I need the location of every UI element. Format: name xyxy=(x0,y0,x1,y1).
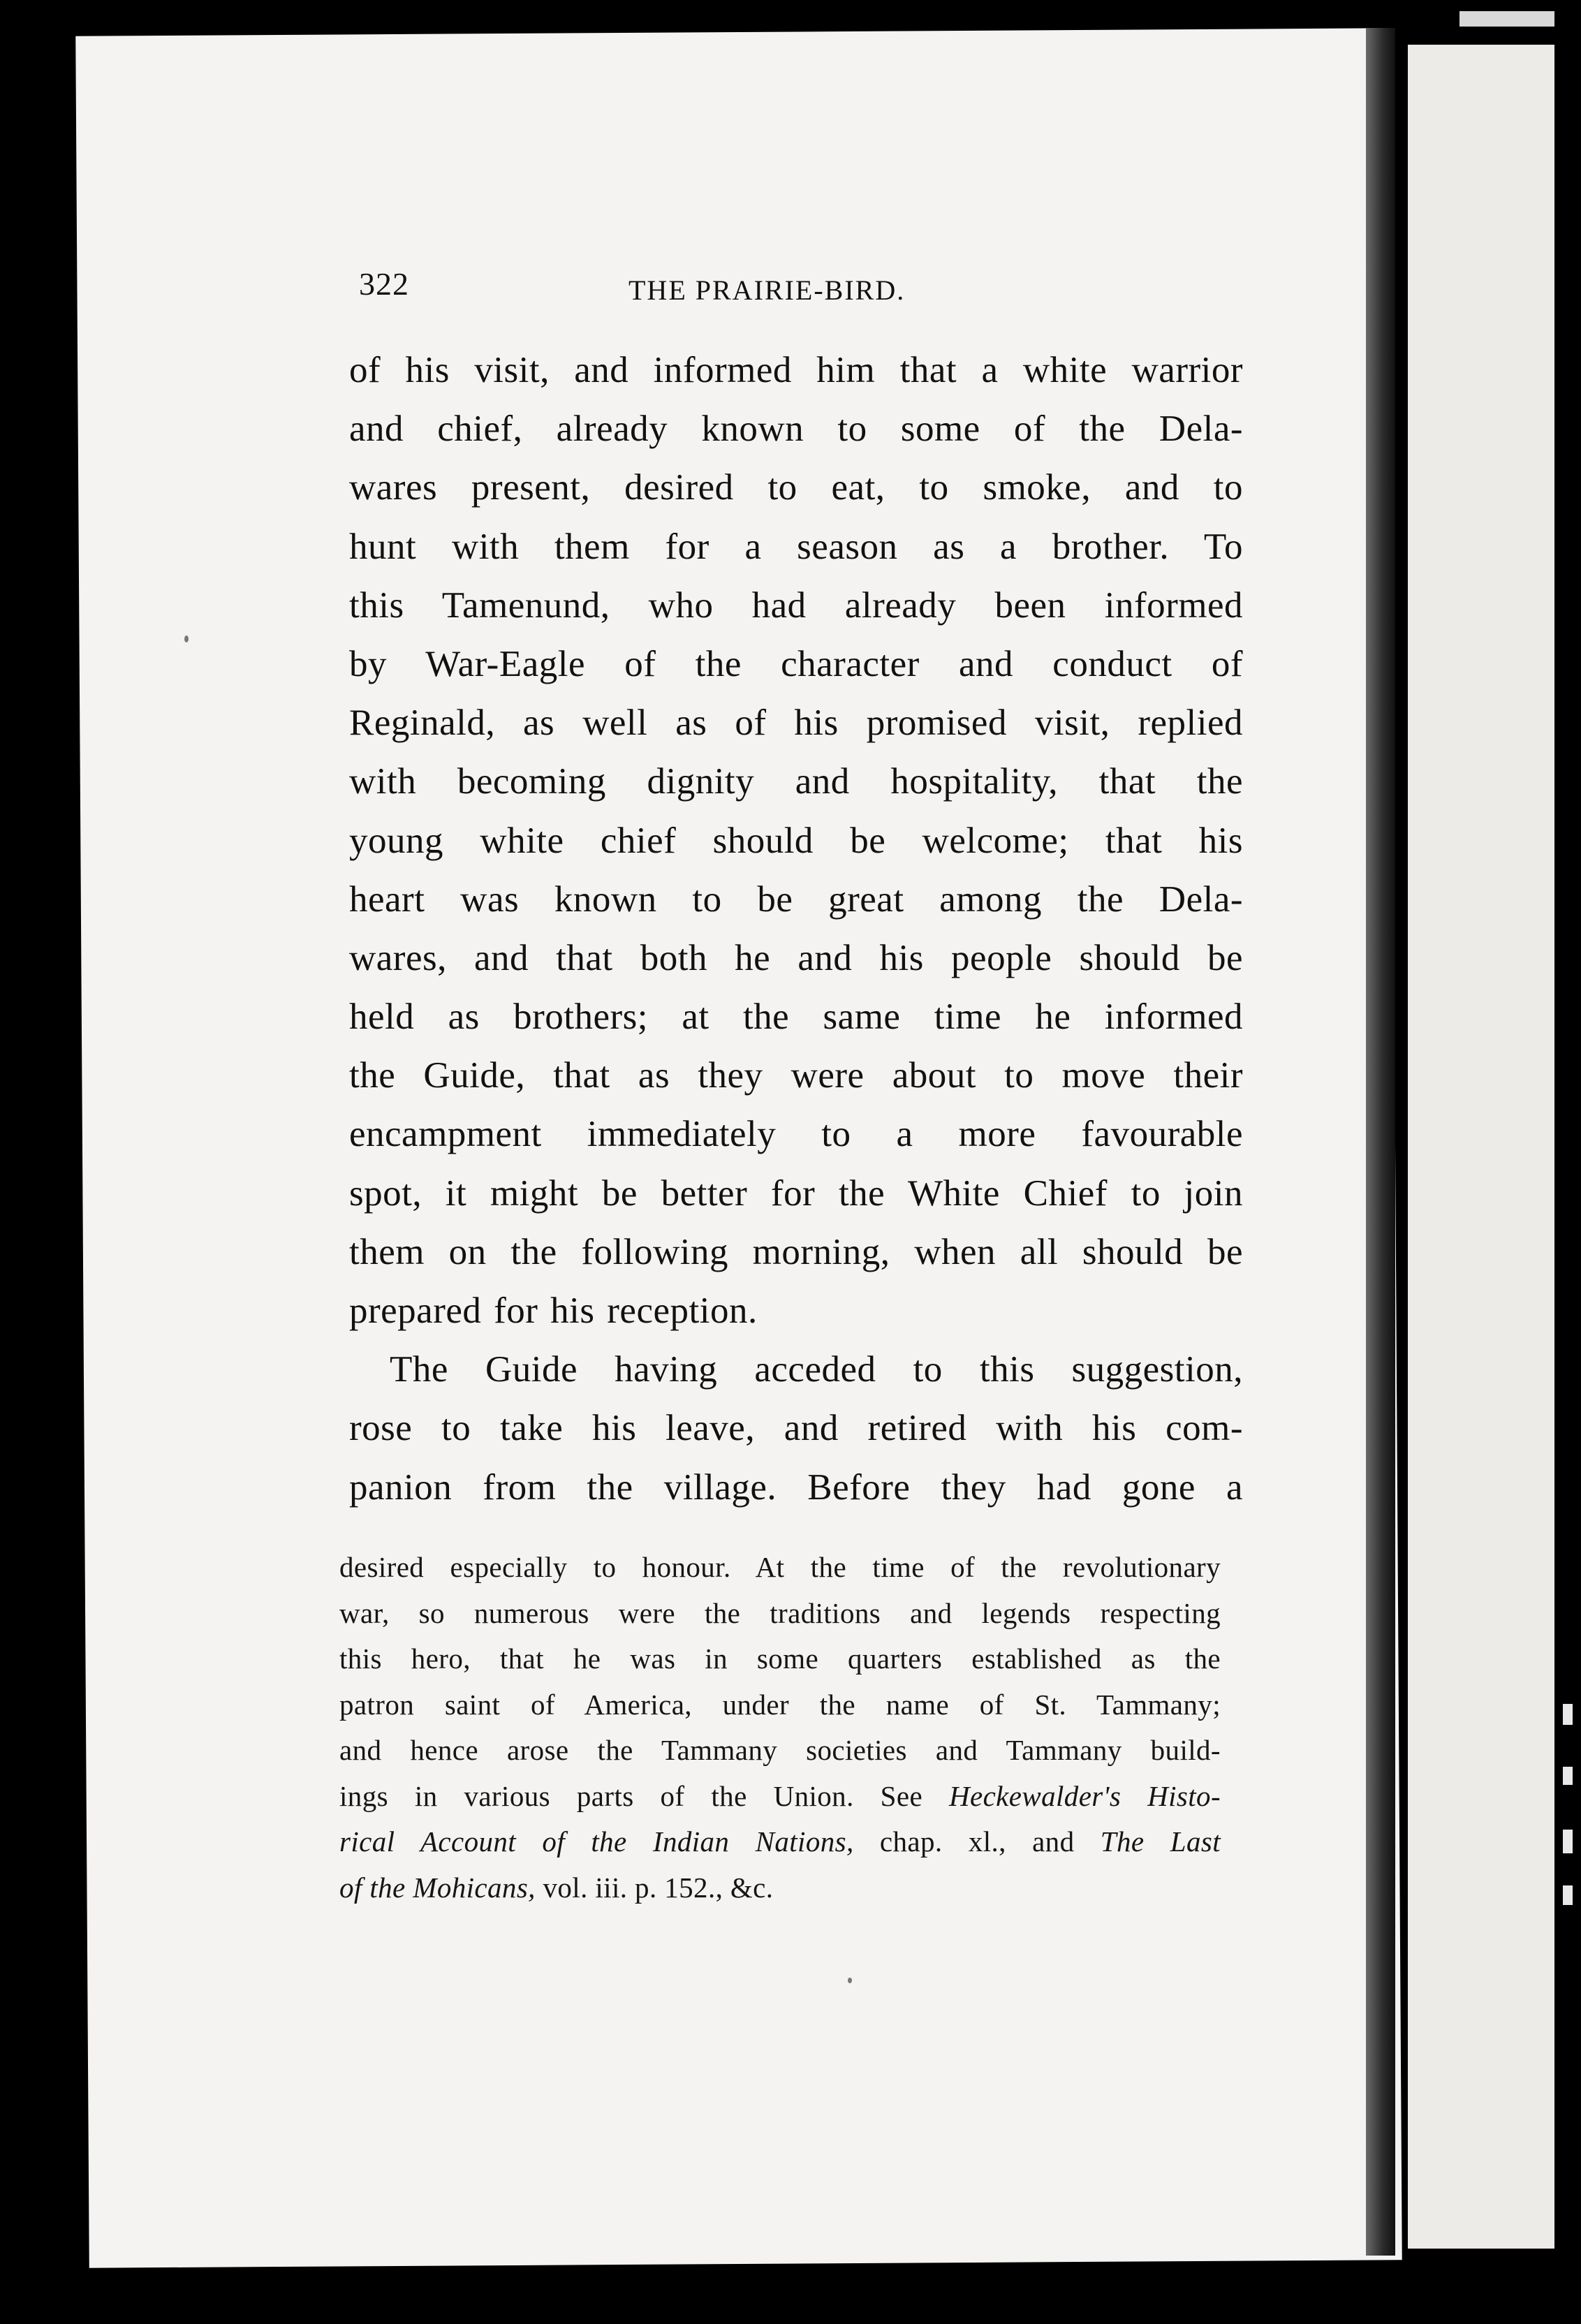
text-line: wares present, desired to eat, to smoke, and to xyxy=(349,467,1243,508)
text-line: rose to take his leave, and retired with his com- xyxy=(349,1408,1243,1449)
footnote-line: and hence arose the Tammany societies and Tammany build- xyxy=(339,1734,1221,1766)
footnote-citation: The Last xyxy=(1100,1825,1221,1858)
footnote-line: this hero, that he was in some quarters established as the xyxy=(339,1642,1221,1675)
text-line: and chief, already known to some of the Dela- xyxy=(349,409,1243,450)
footnote xyxy=(339,1545,1221,1911)
text-line: encampment immediately to a more favourable xyxy=(349,1114,1243,1155)
text-line: hunt with them for a season as a brother. To xyxy=(349,526,1243,567)
footnote-line xyxy=(339,1819,1221,1865)
text-line: them on the following morning, when all should be xyxy=(349,1231,1243,1272)
footnote-line: desired especially to honour. At the time of the revolutionary xyxy=(339,1551,1221,1583)
text-line: panion from the village. Before they had gone a xyxy=(349,1466,1243,1508)
facing-page-glyph xyxy=(1563,1885,1573,1905)
facing-page-glyph xyxy=(1563,1830,1573,1853)
facing-page-edge xyxy=(1408,45,1554,2249)
text-line: held as brothers; at the same time he informed xyxy=(349,996,1243,1038)
footnote-text: vol. iii. p. 152., &c. xyxy=(535,1871,774,1904)
text-line: prepared for his reception. xyxy=(349,1290,758,1331)
footnote-citation: rical Account of the Indian Nations, xyxy=(339,1825,854,1858)
text-line: The Guide having acceded to this suggestion, xyxy=(390,1349,1243,1390)
running-head: THE PRAIRIE-BIRD. xyxy=(628,274,906,306)
text-line: with becoming dignity and hospitality, that the xyxy=(349,761,1243,802)
footnote-citation: Heckewalder's Histo- xyxy=(948,1779,1221,1812)
footnote-text: ings in various parts of the Union. See xyxy=(339,1779,949,1812)
body-text xyxy=(349,341,1243,1517)
facing-page-glyph xyxy=(1563,1704,1573,1725)
footnote-line: war, so numerous were the traditions and legends respecting xyxy=(339,1596,1221,1629)
scan-speck xyxy=(184,635,189,642)
text-line: young white chief should be welcome; that his xyxy=(349,820,1243,861)
footnote-line xyxy=(339,1865,1221,1911)
text-line: by War-Eagle of the character and conduct of xyxy=(349,643,1243,684)
scan-border-right xyxy=(1554,0,1581,2324)
page-number: 322 xyxy=(359,266,409,302)
text-line: wares, and that both he and his people should be xyxy=(349,937,1243,978)
text-line: Reginald, as well as of his promised visit, replied xyxy=(349,703,1243,744)
text-line: heart was known to be great among the Dela- xyxy=(349,878,1243,920)
text-line: of his visit, and informed him that a white warrior xyxy=(349,350,1243,390)
facing-page-glyph xyxy=(1563,1767,1573,1785)
scan-speck xyxy=(848,1978,852,1983)
footnote-citation: of the Mohicans, xyxy=(339,1871,536,1904)
footnote-line xyxy=(339,1774,1221,1820)
book-gutter xyxy=(1366,28,1395,2256)
footnote-text: chap. xl., and xyxy=(853,1825,1101,1858)
text-line: the Guide, that as they were about to move their xyxy=(349,1055,1243,1096)
text-line: spot, it might be better for the White Chief to join xyxy=(349,1172,1243,1214)
footnote-line: patron saint of America, under the name of St. Tammany; xyxy=(339,1688,1221,1721)
text-line: this Tamenund, who had already been informed xyxy=(349,584,1243,626)
page-header xyxy=(359,265,1365,321)
